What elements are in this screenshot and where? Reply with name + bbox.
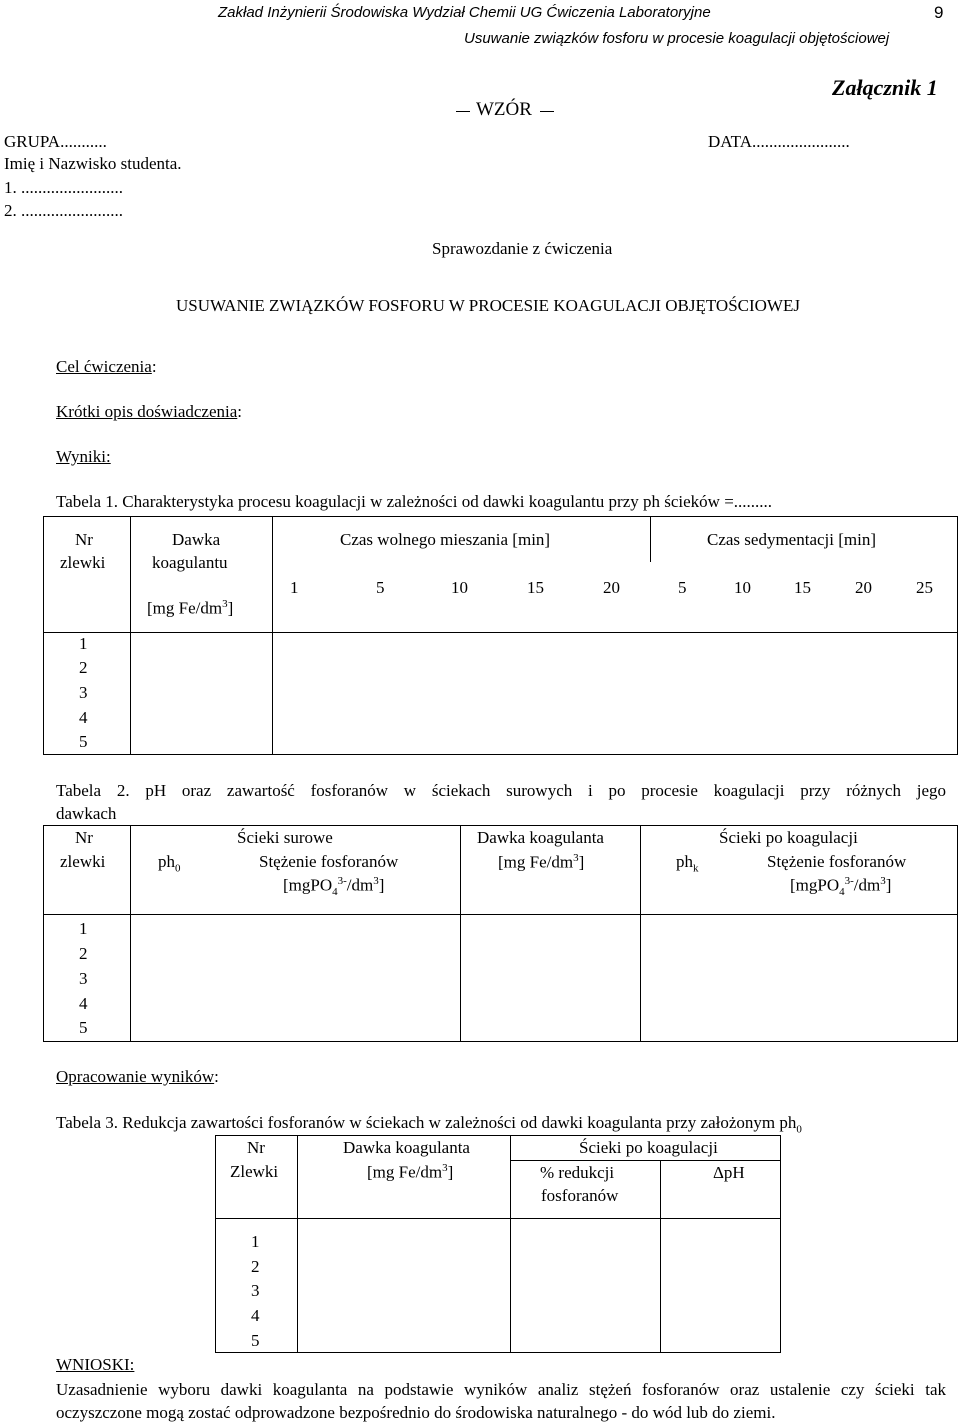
table3-caption: Tabela 3. Redukcja zawartości fosforanów w ściekach w zależności od dawki koagulanta przy założonym $ph_0$ [56, 1113, 802, 1136]
table3-header-delta-ph: ΔpH [713, 1163, 745, 1182]
table3-border-top [215, 1135, 780, 1136]
table1-mix-time: 15 [527, 578, 544, 597]
table3-divider-dose [510, 1135, 511, 1353]
table1-caption: Tabela 1. Charakterystyka procesu koagulacji w zależności od dawki koagulantu przy ph ścieków =......... [56, 492, 773, 511]
table1-border-bottom [43, 754, 958, 755]
table1-sed-time: 25 [916, 578, 933, 597]
table1-mix-time: 10 [451, 578, 468, 597]
header-line1: Zakład Inżynierii Środowiska Wydział Chemii UG Ćwiczenia Laboratoryjne [218, 4, 711, 21]
table1-header-bottom [43, 632, 958, 633]
table2-header-nr: Nr [75, 828, 93, 847]
table2-divider-raw [460, 825, 461, 1042]
table2-divider-dose [640, 825, 641, 1042]
table3-divider-nr [297, 1135, 298, 1353]
table3-after-divider [510, 1160, 780, 1161]
table2-header-conc-after-unit-text: [mgPO [790, 875, 840, 895]
table2-caption [56, 779, 946, 825]
report-title: USUWANIE ZWIĄZKÓW FOSFORU W PROCESIE KOAGULACJI OBJĘTOŚCIOWEJ [176, 296, 800, 315]
section-description-label: Krótki opis doświadczenia [56, 402, 238, 421]
table2-header-ph0: $ph_0$ [158, 852, 181, 875]
section-conclusions: WNIOSKI: [56, 1355, 135, 1374]
table2-row-nr: 4 [79, 994, 88, 1013]
section-goal: Cel ćwiczenia: [56, 357, 157, 376]
table3-row-nr: 2 [251, 1257, 260, 1276]
table2-row-nr: 5 [79, 1018, 88, 1037]
table1-sed-time: 5 [678, 578, 687, 597]
table3-row-nr: 3 [251, 1281, 260, 1300]
student-1-field: 1. ........................ [4, 178, 123, 197]
table1-header-sedimentation: Czas sedymentacji [min] [707, 530, 877, 549]
table1-mix-time: 20 [603, 578, 620, 597]
group-field: GRUPA........... [4, 132, 107, 151]
table2-border-right [957, 825, 958, 1042]
table2-header-conc-raw-unit: $[mgPO_4^{3-}/dm^3]$ [283, 875, 385, 899]
table2-header-zlewki: zlewki [60, 852, 106, 871]
table2-border-left [43, 825, 44, 1042]
table1-divider-times [650, 516, 651, 562]
table2-header-dose-unit: [mg $Fe/dm^3$] [498, 852, 585, 872]
table1-divider-dose [272, 516, 273, 755]
table1-row-nr: 4 [79, 708, 88, 727]
table1-row-nr: 3 [79, 683, 88, 702]
table1-border-left [43, 516, 44, 755]
table1-header-nr: Nr [75, 530, 93, 549]
table3-header-zlewki: Zlewki [230, 1162, 279, 1181]
wzor-dash-right [540, 111, 554, 112]
table2-header-conc-after-unit: $[mgPO_4^{3-}/dm^3]$ [790, 875, 892, 899]
section-description: Krótki opis doświadczenia: [56, 402, 243, 421]
table1-sed-time: 20 [855, 578, 872, 597]
section-goal-label: Cel ćwiczenia [56, 357, 152, 376]
table2-header-bottom [43, 914, 958, 915]
table3-row-nr: 4 [251, 1306, 260, 1325]
table3-row-nr: 5 [251, 1331, 260, 1350]
table2-header-conc-after: Stężenie fosforanów [767, 852, 907, 871]
section-results: Wyniki: [56, 447, 111, 466]
table2-header-phk-text: ph [676, 852, 693, 871]
table3-header-nr: Nr [247, 1138, 265, 1157]
table2-divider-nr [130, 825, 131, 1042]
student-2-field: 2. ........................ [4, 201, 123, 220]
table1-row-nr: 2 [79, 658, 88, 677]
table2-header-dose: Dawka koagulanta [477, 828, 604, 847]
table1-sed-time: 15 [794, 578, 811, 597]
table1-header-zlewki: zlewki [60, 553, 106, 572]
wzor-label: WZÓR [476, 99, 532, 120]
attachment-label: Załącznik 1 [832, 75, 938, 100]
table1-border-top [43, 516, 958, 517]
report-subtitle: Sprawozdanie z ćwiczenia [432, 239, 613, 258]
table2-header-raw: Ścieki surowe [237, 828, 333, 847]
table3-header-bottom [215, 1218, 780, 1219]
table2-row-nr: 1 [79, 919, 88, 938]
table1-row-nr: 1 [79, 634, 88, 653]
header-line2: Usuwanie związków fosforu w procesie koagulacji objętościowej [464, 30, 890, 47]
table1-border-right [957, 516, 958, 755]
table1-mix-time: 1 [290, 578, 299, 597]
table2-header-phk: $ph_k$ [676, 852, 699, 875]
table2-header-dose-unit-text: [mg Fe/dm [498, 852, 574, 872]
table3-border-left [215, 1135, 216, 1353]
table1-header-dawka: Dawka [172, 530, 221, 549]
table1-header-koagulantu: koagulantu [152, 553, 228, 572]
table3-header-reduction-2: fosforanów [541, 1186, 619, 1205]
table1-mix-time: 5 [376, 578, 385, 597]
table2-row-nr: 3 [79, 969, 88, 988]
table3-header-dose: Dawka koagulanta [343, 1138, 470, 1157]
table3-caption-text: Tabela 3. Redukcja zawartości fosforanów w ściekach w zależności od dawki koagulanta przy założonym ph [56, 1113, 797, 1132]
section-processing: Opracowanie wyników: [56, 1067, 219, 1086]
table3-header-dose-unit: [mg $Fe/dm^3$] [367, 1162, 454, 1182]
table1-divider-nr [130, 516, 131, 755]
table2-caption-line2: dawkach [56, 804, 117, 823]
table2-caption-line1: Tabela 2. pH oraz zawartość fosforanów w ściekach surowych i po procesie koagulacji przy różnych jego [56, 781, 946, 800]
page-number: 9 [934, 3, 944, 22]
table2-header-conc-raw: Stężenie fosforanów [259, 852, 399, 871]
table1-sed-time: 10 [734, 578, 751, 597]
table3-border-bottom [215, 1352, 780, 1353]
table2-border-bottom [43, 1041, 958, 1042]
table2-border-top [43, 825, 958, 826]
table2-header-after: Ścieki po koagulacji [719, 828, 858, 847]
date-field: DATA....................... [708, 132, 850, 151]
table1-row-nr: 5 [79, 732, 88, 751]
table3-divider-reduction [660, 1160, 661, 1353]
wzor-dash-left [456, 111, 470, 112]
table2-header-conc-raw-unit-text: [mgPO [283, 875, 333, 895]
table2-header-ph0-text: ph [158, 852, 175, 871]
table3-header-dose-unit-text: [mg Fe/dm [367, 1162, 443, 1182]
section-processing-label: Opracowanie wyników [56, 1067, 215, 1086]
table1-header-mixing: Czas wolnego mieszania [min] [340, 530, 551, 549]
table2-row-nr: 2 [79, 944, 88, 963]
table3-header-after: Ścieki po koagulacji [579, 1138, 718, 1157]
student-label: Imię i Nazwisko studenta. [4, 154, 182, 173]
table3-row-nr: 1 [251, 1232, 260, 1251]
table3-header-reduction-1: % redukcji [540, 1163, 615, 1182]
table1-header-unit: [mg $Fe/dm^3$] [147, 598, 234, 618]
table3-border-right [780, 1135, 781, 1353]
table1-header-unit-text: [mg Fe/dm [147, 598, 223, 618]
conclusions-text: Uzasadnienie wyboru dawki koagulanta na podstawie wyników analiz stężeń fosforanów oraz ustalenie czy ścieki tak oczyszczone mogą zostać odprowadzone bezpośrednio do środowiska naturalnego - do wód lub do ziemi. [56, 1380, 946, 1422]
